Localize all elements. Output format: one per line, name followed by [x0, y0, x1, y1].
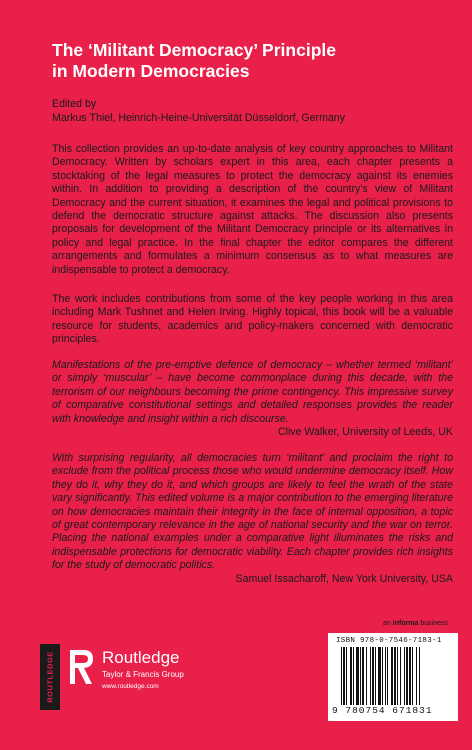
- informa-prefix: an: [383, 620, 393, 627]
- barcode-digits: 9 780754 671831: [332, 705, 433, 716]
- review-quote-attribution: Samuel Issacharoff, New York University, USA: [235, 572, 453, 585]
- informa-business-tag: [383, 620, 448, 627]
- description-paragraph-2: The work includes contributions from some of the key people working in this area including Mark Tushnet and Helen Irving. Highly topical, this book will be a valuable resource for students, academics and policy-makers concerned with democratic principles.: [52, 293, 453, 346]
- series-label: ROUTLEDGE: [45, 651, 55, 703]
- publisher-name: Routledge: [102, 648, 180, 667]
- barcode-bar: [400, 647, 401, 705]
- barcode-bar: [362, 647, 364, 705]
- edited-by-label: Edited by: [52, 98, 97, 110]
- barcode-bar: [372, 647, 374, 705]
- editor-credit: [52, 98, 452, 125]
- barcode-bar: [353, 647, 354, 705]
- isbn-text: ISBN 978-0-7546-7183-1: [336, 637, 442, 645]
- book-title-line-2: in Modern Democracies: [52, 61, 250, 81]
- barcode-bar: [375, 647, 376, 705]
- barcode-bar: [385, 647, 386, 705]
- barcode-bar: [416, 647, 417, 705]
- barcode-bar: [409, 647, 411, 705]
- barcode-bar: [419, 647, 420, 705]
- review-quote-2: [52, 452, 453, 586]
- review-quote-text: Manifestations of the pre-emptive defence of democracy – whether termed ‘militant’ or simply ‘muscular’ – have become commonplace during this decade, with the terrorism of our neighbours becoming the prime contingency. This impressive survey of comparative constitutional settings and detailed responses provides the reader with knowledge and insight within a rich discourse.: [52, 359, 453, 425]
- barcode-bar: [370, 647, 371, 705]
- barcode-bar: [406, 647, 408, 705]
- barcode-icon: [340, 647, 452, 705]
- barcode-bar: [343, 647, 345, 705]
- barcode-bar: [360, 647, 361, 705]
- book-title-line-1: The ‘Militant Democracy’ Principle: [52, 40, 336, 60]
- barcode-bar: [366, 647, 367, 705]
- barcode-bar: [350, 647, 352, 705]
- publisher-url: www.routledge.com: [102, 683, 159, 690]
- review-quote-attribution: Clive Walker, University of Leeds, UK: [277, 426, 453, 439]
- routledge-r-icon: [64, 646, 96, 688]
- informa-name: informa: [392, 620, 419, 627]
- description-paragraph-1: This collection provides an up-to-date analysis of key country approaches to Militant Democracy. Written by scholars expert in this area, each chapter presents a stocktaking of the legal measures to protect the democracy against its enemies within. In addition to providing a description of the country’s view of Militant Democracy and the current situation, it examines the legal and political provisions to defend the democratic structure against attacks. The discussion also presents proposals for development of the Militant Democracy principle or its alternatives in policy and legal practice. In the final chapter the editor compares the different arrangements and formulates a minimum consensus as to what measures are indispensable to protect a democracy.: [52, 143, 453, 276]
- barcode-bar: [391, 647, 393, 705]
- review-quote-1: [52, 359, 453, 439]
- barcode-bar: [346, 647, 347, 705]
- barcode-bar: [382, 647, 383, 705]
- publisher-group: Taylor & Francis Group: [102, 670, 184, 679]
- barcode-bar: [341, 647, 342, 705]
- review-quote-text: With surprising regularity, all democracies turn ‘militant’ and proclaim the right to exclude from the political process those who would undermine democracy itself. How they do it, why they do it, and which groups are likely to feel the wrath of the state vary significantly. This edited volume is a major contribution to the emerging literature on how democracies maintain their integrity in the face of internal opposition, a topic of great contemporary relevance in the age of national security and the war on terror. Placing the national examples under a comparative light illuminates the risks and indispensable protections for democratic viability. Each chapter provides rich insights for the study of democratic politics.: [52, 452, 453, 572]
- barcode-bar: [397, 647, 398, 705]
- publisher-logo-block: [40, 638, 190, 718]
- book-title: [52, 40, 442, 82]
- editor-name: Markus Thiel, Heinrich-Heine-Universität Düsseldorf, Germany: [52, 111, 345, 124]
- barcode-bar: [394, 647, 396, 705]
- isbn-barcode: [328, 633, 458, 721]
- barcode-bar: [387, 647, 388, 705]
- barcode-bar: [378, 647, 381, 705]
- informa-suffix: business: [418, 620, 448, 627]
- barcode-bar: [356, 647, 359, 705]
- barcode-bar: [412, 647, 413, 705]
- series-bar: [40, 644, 60, 710]
- barcode-bar: [404, 647, 405, 705]
